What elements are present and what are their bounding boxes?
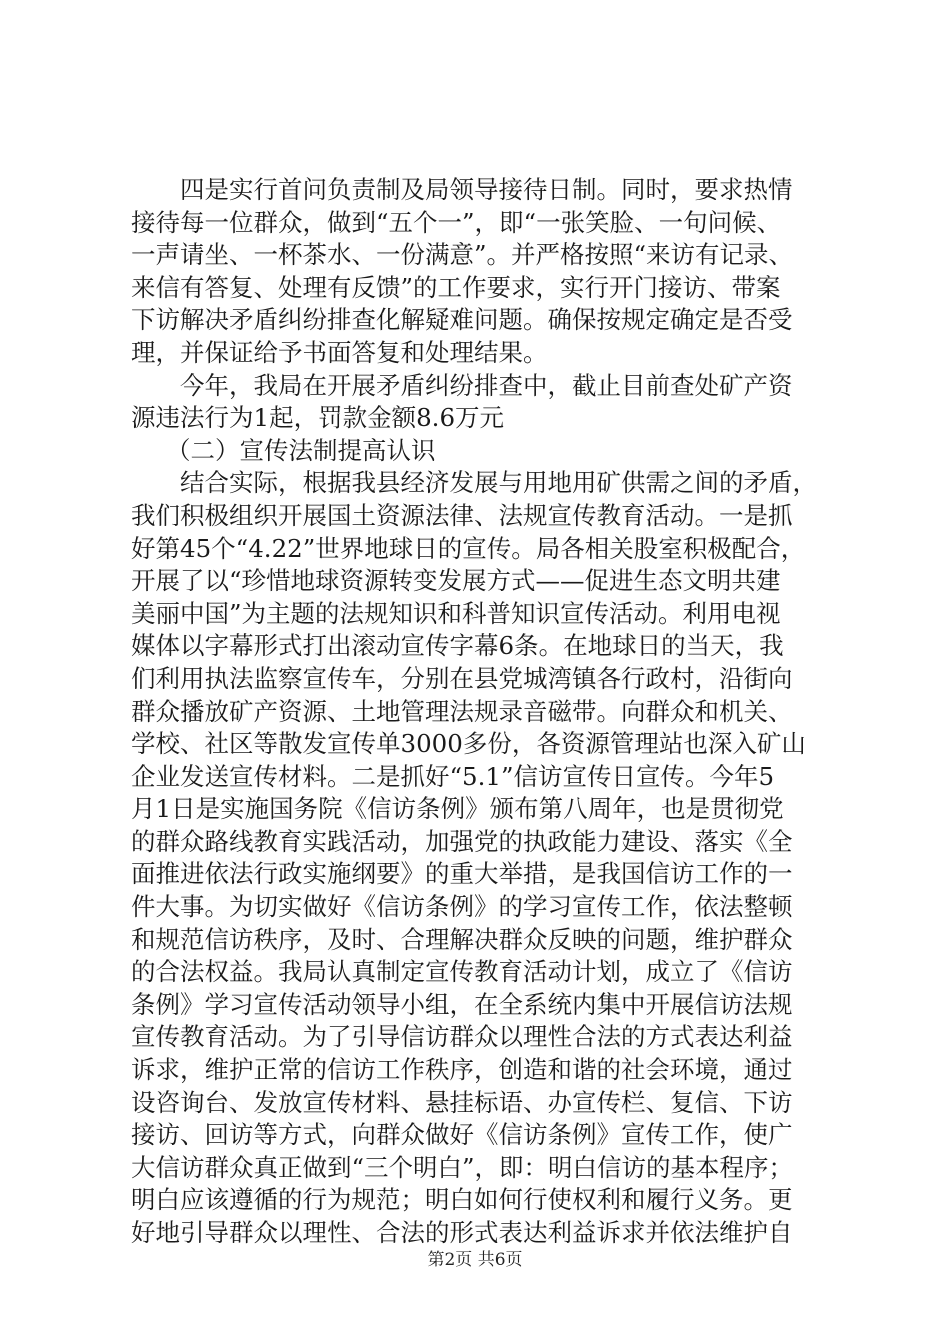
paragraph-line: 四是实行首问负责制及局领导接待日制。同时，要求热情 [180,175,793,204]
paragraph-line: 诉求，维护正常的信访工作秩序，创造和谐的社会环境，通过 [131,1055,793,1085]
paragraph-line: 明白应该遵循的行为规范；明白如何行使权利和履行义务。更 [131,1185,793,1215]
paragraph-line: 的合法权益。我局认真制定宣传教育活动计划，成立了《信访 [131,957,793,987]
section-heading: （二）宣传法制提高认识 [166,435,436,465]
paragraph-line: 源违法行为1起，罚款金额8.6万元 [131,403,505,433]
paragraph-line: 宣传教育活动。为了引导信访群众以理性合法的方式表达利益 [131,1022,793,1052]
paragraph-line: 下访解决矛盾纠纷排查化解疑难问题。确保按规定确定是否受 [131,305,793,335]
paragraph-line: 月1日是实施国务院《信访条例》颁布第八周年，也是贯彻党 [131,794,784,824]
paragraph-line: 的群众路线教育实践活动，加强党的执政能力建设、落实《全 [131,826,793,856]
paragraph-line: 们利用执法监察宣传车，分别在县党城湾镇各行政村，沿街向 [131,663,793,693]
paragraph-line: 来信有答复、处理有反馈”的工作要求，实行开门接访、带案 [131,272,781,302]
paragraph-line: 件大事。为切实做好《信访条例》的学习宣传工作，依法整顿 [131,892,793,922]
paragraph-line: 我们积极组织开展国土资源法律、法规宣传教育活动。一是抓 [131,500,793,530]
paragraph-line: 学校、社区等散发宣传单3000多份，各资源管理站也深入矿山 [131,729,806,759]
paragraph-line: 和规范信访秩序，及时、合理解决群众反映的问题，维护群众 [131,924,793,954]
body-text [131,174,831,1250]
paragraph-line: 接待每一位群众，做到“五个一”，即“一张笑脸、一句问候、 [131,207,782,237]
paragraph-line: 设咨询台、发放宣传材料、悬挂标语、办宣传栏、复信、下访 [131,1087,793,1117]
paragraph-line: 美丽中国”为主题的法规知识和科普知识宣传活动。利用电视 [131,598,781,628]
paragraph-line: 好第45个“4.22”世界地球日的宣传。局各相关股室积极配合， [131,533,806,563]
paragraph-line: 一声请坐、一杯茶水、一份满意”。并严格按照“来访有记录、 [131,240,794,270]
paragraph-line: 理，并保证给予书面答复和处理结果。 [131,337,548,367]
paragraph-line: 群众播放矿产资源、土地管理法规录音磁带。向群众和机关、 [131,696,793,726]
paragraph-line: 开展了以“珍惜地球资源转变发展方式——促进生态文明共建 [131,566,781,596]
paragraph-line: 面推进依法行政实施纲要》的重大举措，是我国信访工作的一 [131,859,793,889]
paragraph-line: 接访、回访等方式，向群众做好《信访条例》宣传工作，使广 [131,1120,793,1150]
paragraph-line: 大信访群众真正做到“三个明白”，即：明白信访的基本程序； [131,1152,794,1182]
paragraph-line: 今年，我局在开展矛盾纠纷排查中，截止目前查处矿产资 [180,370,793,400]
paragraph-line: 结合实际，根据我县经济发展与用地用矿供需之间的矛盾， [180,468,817,498]
page-number-footer: 第2页 共6页 [427,1250,523,1270]
paragraph-line: 媒体以字幕形式打出滚动宣传字幕6条。在地球日的当天，我 [131,631,784,661]
paragraph-line: 企业发送宣传材料。二是抓好“5.1”信访宣传日宣传。今年5 [131,761,775,791]
paragraph-line: 条例》学习宣传活动领导小组，在全系统内集中开展信访法规 [131,989,793,1019]
paragraph-line: 好地引导群众以理性、合法的形式表达利益诉求并依法维护自 [131,1218,793,1247]
